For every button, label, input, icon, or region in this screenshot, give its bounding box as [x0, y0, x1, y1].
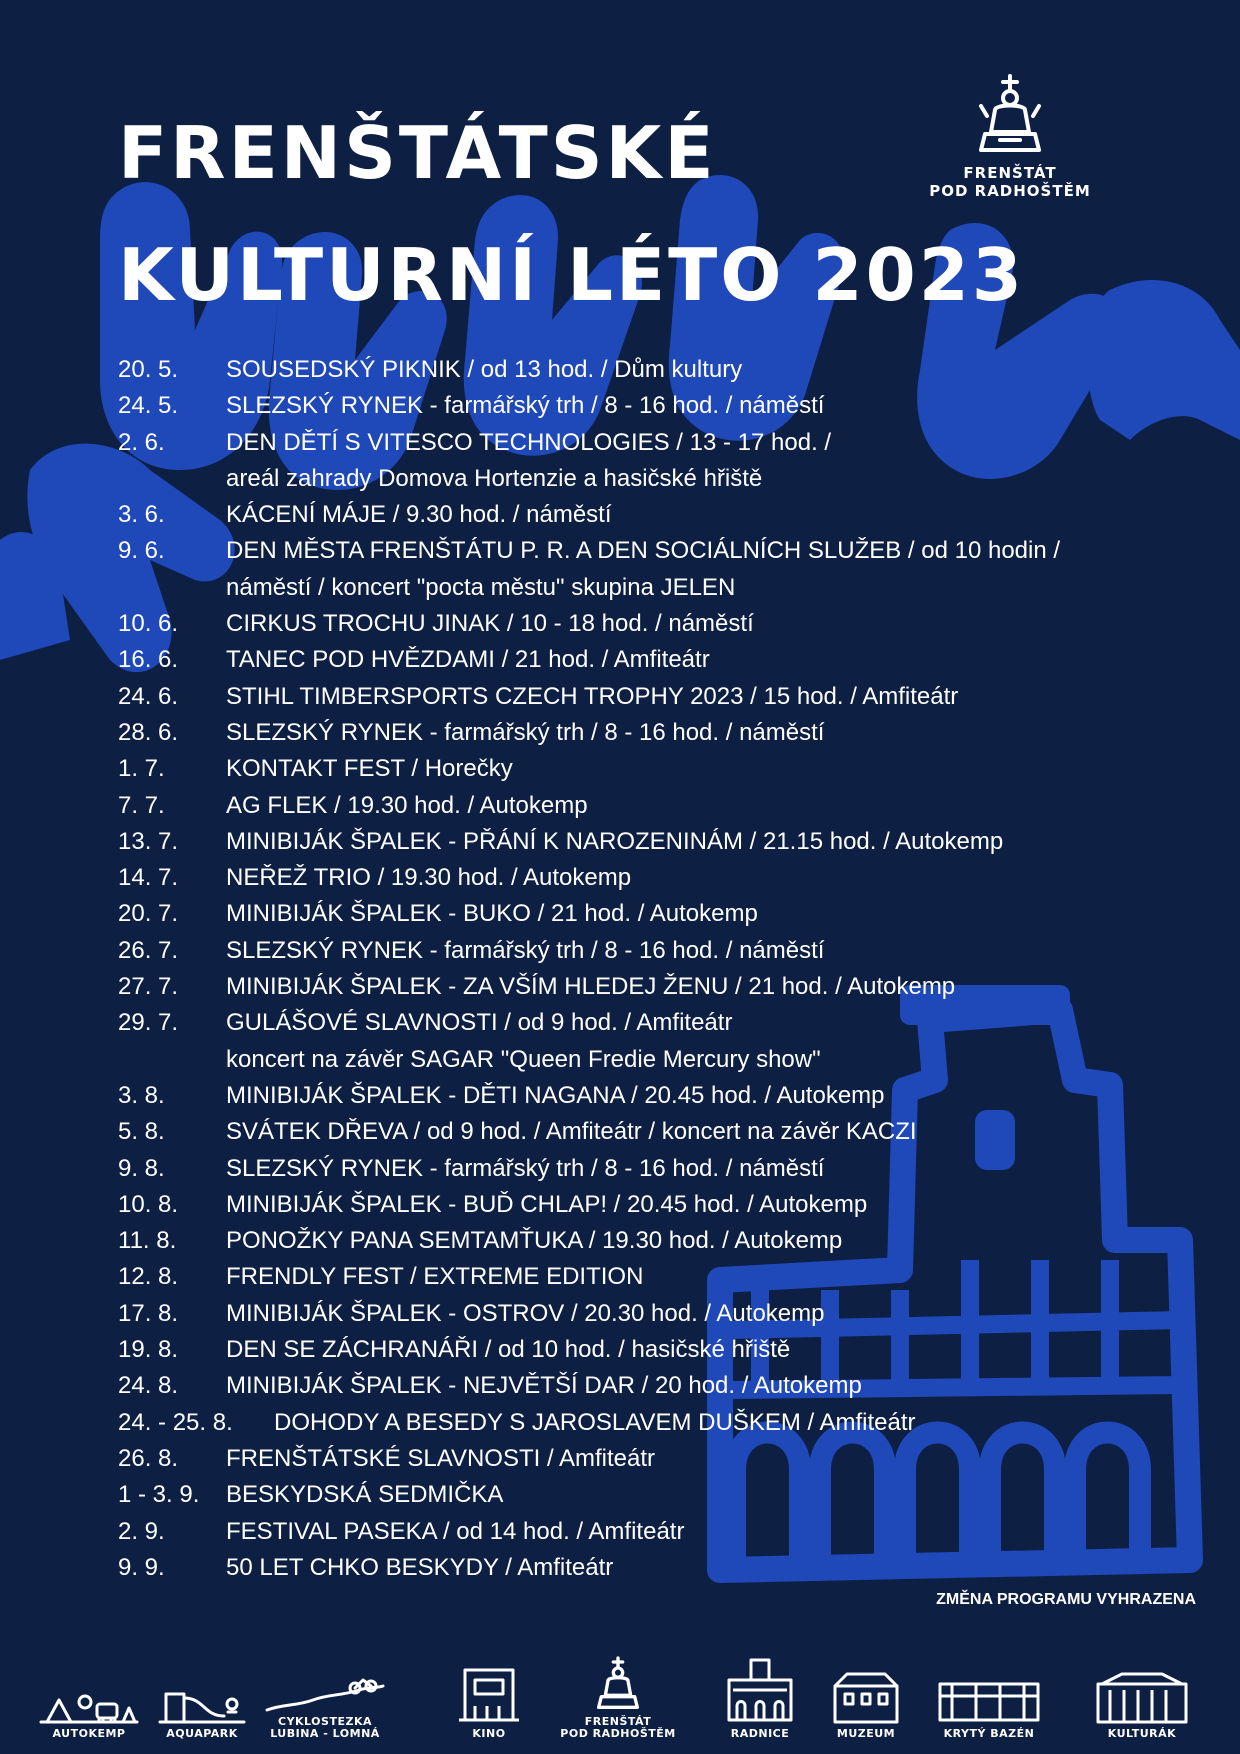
event-date: 5. 8. — [118, 1118, 165, 1146]
event-description-line: TANEC POD HVĚZDAMI / 21 hod. / Amfiteátr — [226, 646, 710, 674]
events-list — [118, 352, 1178, 1586]
event-date: 16. 6. — [118, 646, 179, 674]
event-description-line: koncert na závěr SAGAR "Queen Fredie Mercury show" — [226, 1045, 821, 1073]
footer-label-kulturak: KULTURÁK — [1107, 1727, 1177, 1740]
event-row — [118, 642, 1178, 678]
event-description — [226, 1514, 1178, 1550]
event-description — [226, 751, 1178, 787]
event-description-line: SLEZSKÝ RYNEK - farmářský trh / 8 - 16 hod. / náměstí — [226, 392, 825, 420]
camping-icon — [37, 1682, 141, 1726]
event-date: 2. 9. — [118, 1517, 165, 1545]
event-description — [274, 1405, 1178, 1441]
event-date: 3. 6. — [118, 501, 165, 529]
town-hall-icon — [723, 1656, 797, 1726]
event-description — [226, 1441, 1178, 1477]
event-date: 26. 7. — [118, 936, 179, 964]
event-description-line: náměstí / koncert "pocta městu" skupina JELEN — [226, 573, 736, 601]
title-line-1: FRENŠTÁTSKÉ — [118, 111, 717, 195]
event-date: 13. 7. — [118, 827, 179, 855]
event-description — [226, 1078, 1178, 1114]
event-description — [226, 933, 1178, 969]
event-row — [118, 751, 1178, 787]
event-description — [226, 606, 1178, 642]
event-row — [118, 606, 1178, 642]
event-description-line: FRENŠTÁTSKÉ SLAVNOSTI / Amfiteátr — [226, 1444, 655, 1472]
event-description — [226, 1296, 1178, 1332]
event-row — [118, 1368, 1178, 1404]
event-description — [226, 425, 1178, 498]
event-description — [226, 788, 1178, 824]
event-date: 28. 6. — [118, 718, 179, 746]
event-description-line: GULÁŠOVÉ SLAVNOSTI / od 9 hod. / Amfiteátr — [226, 1009, 733, 1037]
event-date: 29. 7. — [118, 1009, 179, 1037]
event-description — [226, 1332, 1178, 1368]
footer-icons — [34, 1596, 1214, 1746]
footer-autokemp — [34, 1682, 144, 1740]
event-date: 20. 5. — [118, 356, 179, 383]
event-description — [226, 969, 1178, 1005]
event-description — [226, 1005, 1178, 1078]
event-row — [118, 1259, 1178, 1295]
event-description-line: KÁCENÍ MÁJE / 9.30 hod. / náměstí — [226, 501, 612, 529]
logo-line-2: POD RADHOŠTĚM — [929, 182, 1091, 200]
footer-muzeum — [824, 1668, 908, 1740]
event-description-line: SVÁTEK DŘEVA / od 9 hod. / Amfiteátr / koncert na závěr KACZI — [226, 1118, 917, 1146]
event-description-line: STIHL TIMBERSPORTS CZECH TROPHY 2023 / 15 hod. / Amfiteátr — [226, 682, 959, 710]
footer-label-logo-2: POD RADHOŠTĚM — [560, 1727, 676, 1740]
footer-radnice — [720, 1656, 800, 1740]
museum-building-icon — [827, 1668, 905, 1726]
event-row — [118, 1223, 1178, 1259]
event-date: 7. 7. — [118, 791, 165, 819]
event-description-line: CIRKUS TROCHU JINAK / 10 - 18 hod. / náměstí — [226, 610, 754, 638]
event-date: 24. 8. — [118, 1372, 179, 1400]
event-description-line: DEN DĚTÍ S VITESCO TECHNOLOGIES / 13 - 17 hod. / — [226, 428, 832, 456]
footer-kino — [454, 1664, 524, 1740]
event-row — [118, 1332, 1178, 1368]
event-row — [118, 824, 1178, 860]
event-date: 2. 6. — [118, 428, 165, 456]
event-description-line: KONTAKT FEST / Horečky — [226, 755, 513, 783]
event-date: 9. 6. — [118, 537, 165, 565]
event-date: 10. 8. — [118, 1190, 179, 1218]
logo-line-1: FRENŠTÁT — [963, 164, 1057, 182]
event-description — [226, 860, 1178, 896]
event-description — [226, 1368, 1178, 1404]
event-row — [118, 1296, 1178, 1332]
event-description — [226, 533, 1178, 606]
event-date: 1 - 3. 9. — [118, 1481, 200, 1509]
event-description — [226, 1550, 1178, 1586]
event-description-line: BESKYDSKÁ SEDMIČKA — [226, 1481, 504, 1509]
footer-label-cyklostezka-2: LUBINA - LOMNÁ — [270, 1727, 380, 1740]
footer-label-aquapark: AQUAPARK — [166, 1727, 238, 1740]
bicycle-hills-icon — [263, 1678, 387, 1714]
event-description-line: PONOŽKY PANA SEMTAMŤUKA / 19.30 hod. / Autokemp — [226, 1227, 843, 1255]
event-description — [226, 388, 1178, 424]
event-description — [226, 679, 1178, 715]
event-row — [118, 425, 1178, 498]
event-row — [118, 1550, 1178, 1586]
title-line-2: KULTURNÍ LÉTO 2023 — [118, 233, 1025, 317]
event-date: 24. 6. — [118, 682, 179, 710]
event-description — [226, 1151, 1178, 1187]
event-description-line: MINIBIJÁK ŠPALEK - ZA VŠÍM HLEDEJ ŽENU / 21 hod. / Autokemp — [226, 973, 956, 1001]
event-date: 9. 8. — [118, 1154, 165, 1182]
event-row — [118, 1405, 1178, 1441]
event-date: 3. 8. — [118, 1081, 165, 1109]
event-description — [226, 352, 1178, 388]
event-row — [118, 352, 1178, 388]
event-description-line: FESTIVAL PASEKA / od 14 hod. / Amfiteátr — [226, 1517, 685, 1545]
event-description-line: SLEZSKÝ RYNEK - farmářský trh / 8 - 16 hod. / náměstí — [226, 718, 825, 746]
event-description — [226, 497, 1178, 533]
event-description-line: MINIBIJÁK ŠPALEK - DĚTI NAGANA / 20.45 hod. / Autokemp — [226, 1081, 885, 1109]
event-description — [226, 1223, 1178, 1259]
culture-house-icon — [1092, 1670, 1192, 1726]
event-date: 14. 7. — [118, 864, 179, 892]
footer-label-cyklostezka-1: CYKLOSTEZKA — [278, 1715, 372, 1728]
footer-label-radnice: RADNICE — [730, 1727, 790, 1740]
event-date: 24. - 25. 8. — [118, 1408, 233, 1436]
event-row — [118, 679, 1178, 715]
indoor-pool-icon — [936, 1676, 1042, 1726]
event-date: 26. 8. — [118, 1444, 179, 1472]
program-change-notice: ZMĚNA PROGRAMU VYHRAZENA — [936, 1591, 1196, 1608]
event-date: 10. 6. — [118, 610, 179, 638]
footer-kulturak — [1090, 1670, 1194, 1740]
event-row — [118, 860, 1178, 896]
event-date: 11. 8. — [118, 1227, 177, 1255]
event-description-line: DEN MĚSTA FRENŠTÁTU P. R. A DEN SOCIÁLNÍCH SLUŽEB / od 10 hodin / — [226, 537, 1061, 565]
event-row — [118, 1114, 1178, 1150]
radhost-statue-icon — [965, 70, 1055, 160]
event-date: 20. 7. — [118, 900, 179, 928]
event-date: 19. 8. — [118, 1336, 179, 1364]
footer-label-muzeum: MUZEUM — [836, 1727, 896, 1740]
event-date: 12. 8. — [118, 1263, 179, 1291]
event-description-line: SLEZSKÝ RYNEK - farmářský trh / 8 - 16 hod. / náměstí — [226, 1154, 825, 1182]
event-description — [226, 824, 1178, 860]
event-date: 24. 5. — [118, 392, 179, 420]
event-description-line: MINIBIJÁK ŠPALEK - PŘÁNÍ K NAROZENINÁM / 21.15 hod. / Autokemp — [226, 827, 1004, 855]
aquapark-slide-icon — [154, 1682, 250, 1726]
footer-town-logo — [548, 1654, 688, 1740]
event-date: 9. 9. — [118, 1553, 165, 1581]
event-row — [118, 1187, 1178, 1223]
event-description-line: MINIBIJÁK ŠPALEK - NEJVĚTŠÍ DAR / 20 hod. / Autokemp — [226, 1372, 862, 1400]
footer-label-bazen: KRYTÝ BAZÉN — [943, 1727, 1035, 1740]
event-row — [118, 1477, 1178, 1513]
event-description — [226, 715, 1178, 751]
radhost-statue-small-icon — [588, 1654, 648, 1714]
event-description-line: SOUSEDSKÝ PIKNIK / od 13 hod. / Dům kultury — [226, 356, 743, 383]
footer-aquapark — [152, 1682, 252, 1740]
town-logo — [900, 70, 1120, 200]
event-description-line: MINIBIJÁK ŠPALEK - BUKO / 21 hod. / Autokemp — [226, 900, 758, 928]
footer-label-kino: KINO — [472, 1727, 506, 1740]
event-description-line: DOHODY A BESEDY S JAROSLAVEM DUŠKEM / Amfiteátr — [274, 1408, 916, 1436]
event-row — [118, 1514, 1178, 1550]
event-description-line: AG FLEK / 19.30 hod. / Autokemp — [226, 791, 588, 819]
event-description-line: areál zahrady Domova Hortenzie a hasičské hřiště — [226, 464, 763, 492]
event-description-line: MINIBIJÁK ŠPALEK - BUĎ CHLAP! / 20.45 hod. / Autokemp — [226, 1190, 868, 1218]
event-row — [118, 497, 1178, 533]
event-row — [118, 1441, 1178, 1477]
event-description-line: MINIBIJÁK ŠPALEK - OSTROV / 20.30 hod. / Autokemp — [226, 1299, 825, 1327]
event-row — [118, 933, 1178, 969]
event-row — [118, 388, 1178, 424]
event-description-line: FRENDLY FEST / EXTREME EDITION — [226, 1263, 644, 1291]
event-row — [118, 1005, 1178, 1078]
event-date: 27. 7. — [118, 973, 179, 1001]
event-row — [118, 1151, 1178, 1187]
event-description-line: 50 LET CHKO BESKYDY / Amfiteátr — [226, 1553, 614, 1581]
event-date: 17. 8. — [118, 1299, 179, 1327]
event-description — [226, 1259, 1178, 1295]
event-description — [226, 1187, 1178, 1223]
event-description — [226, 896, 1178, 932]
event-row — [118, 715, 1178, 751]
event-description — [226, 1477, 1178, 1513]
event-description-line: NEŘEŽ TRIO / 19.30 hod. / Autokemp — [226, 864, 632, 892]
footer-bazen — [934, 1676, 1044, 1740]
event-row — [118, 788, 1178, 824]
event-row — [118, 1078, 1178, 1114]
poster-title — [118, 92, 1025, 336]
event-description-line: SLEZSKÝ RYNEK - farmářský trh / 8 - 16 hod. / náměstí — [226, 936, 825, 964]
event-description-line: DEN SE ZÁCHRANÁŘI / od 10 hod. / hasičské hřiště — [226, 1336, 791, 1364]
event-row — [118, 896, 1178, 932]
event-row — [118, 533, 1178, 606]
footer-label-autokemp: AUTOKEMP — [52, 1727, 126, 1740]
footer-cyklostezka — [260, 1678, 390, 1740]
cinema-building-icon — [457, 1664, 521, 1726]
event-date: 1. 7. — [118, 755, 165, 783]
event-row — [118, 969, 1178, 1005]
footer-label-logo-1: FRENŠTÁT — [584, 1715, 652, 1728]
event-description — [226, 642, 1178, 678]
event-description — [226, 1114, 1178, 1150]
